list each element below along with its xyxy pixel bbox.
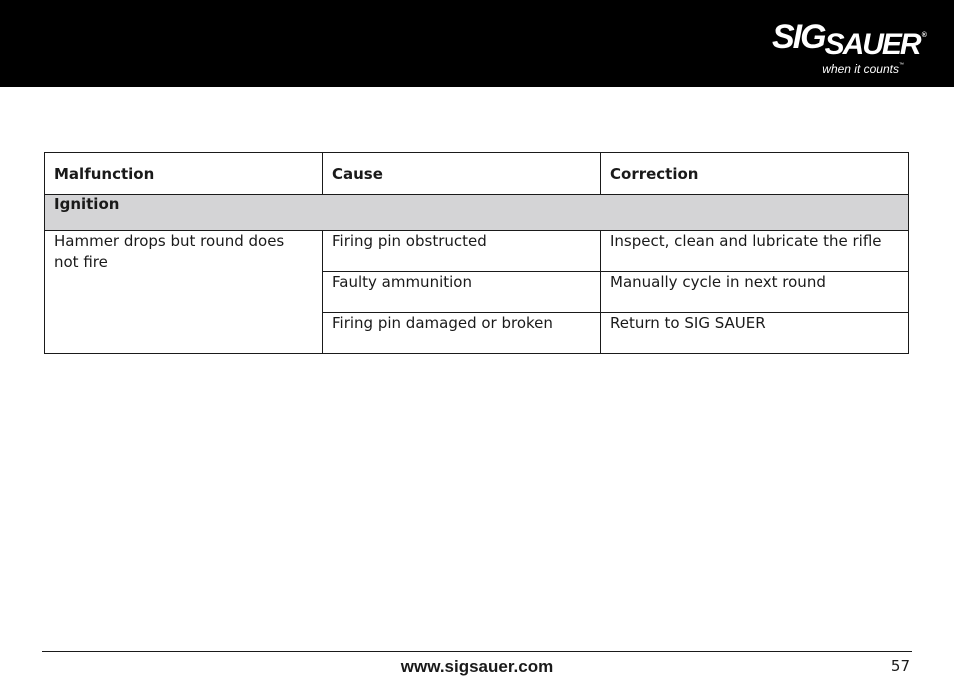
logo-sauer: SAUER: [824, 28, 920, 61]
page-header: [0, 0, 954, 87]
table-group-row: [45, 195, 909, 231]
group-label: Ignition: [45, 195, 909, 231]
correction-cell: Return to SIG SAUER: [601, 313, 909, 354]
logo-wordmark: [772, 20, 927, 60]
cause-cell: Firing pin damaged or broken: [323, 313, 601, 354]
header-malfunction: Malfunction: [45, 153, 323, 195]
correction-cell: Manually cycle in next round: [601, 272, 909, 313]
footer-url[interactable]: www.sigsauer.com: [400, 657, 554, 676]
logo-registered-mark: ®: [921, 32, 927, 39]
logo-tagline-text: when it counts: [822, 62, 899, 76]
header-correction: Correction: [601, 153, 909, 195]
cause-cell: Faulty ammunition: [323, 272, 601, 313]
sig-sauer-logo: [772, 18, 927, 78]
malfunction-cell: Hammer drops but round does not fire: [45, 231, 323, 354]
header-cause: Cause: [323, 153, 601, 195]
logo-sig: SIG: [772, 18, 825, 56]
table-row: [45, 231, 909, 272]
cause-cell: Firing pin obstructed: [323, 231, 601, 272]
correction-cell: Inspect, clean and lubricate the rifle: [601, 231, 909, 272]
logo-trademark: ™: [899, 62, 904, 68]
malfunction-table: [44, 152, 909, 354]
footer-divider: [42, 651, 912, 652]
logo-tagline: [822, 62, 904, 76]
page-number: 57: [890, 657, 910, 675]
table-header-row: [45, 153, 909, 195]
